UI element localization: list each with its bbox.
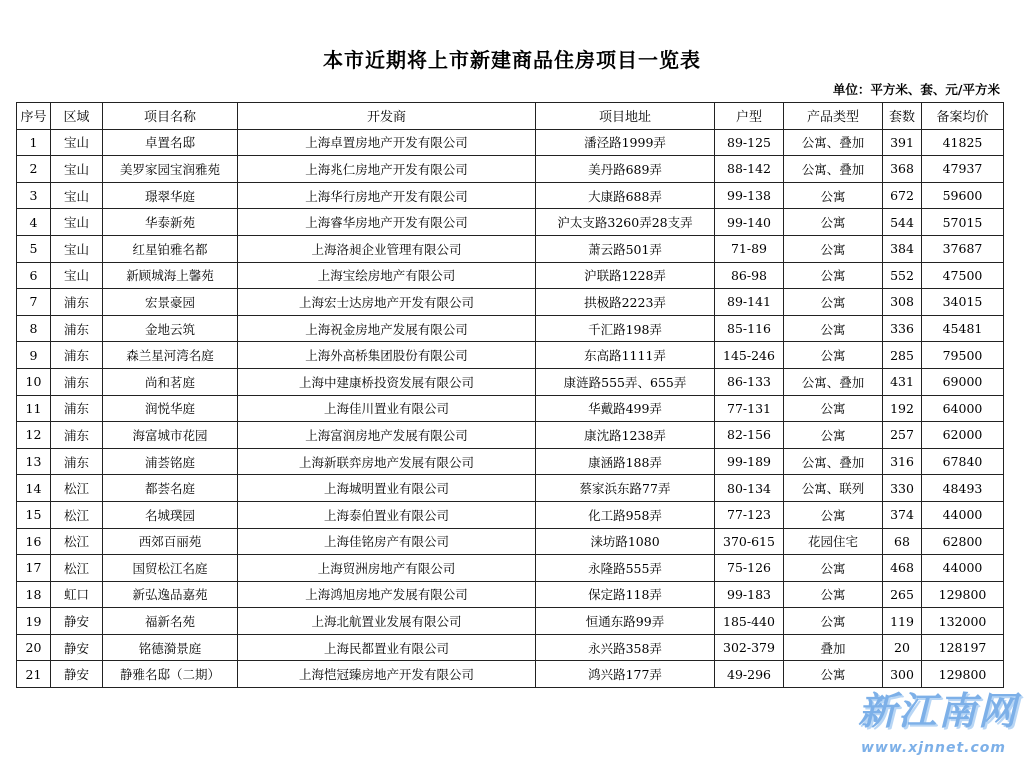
cell-index: 10 <box>17 368 51 395</box>
cell-project-name: 铭德漪景庭 <box>103 634 238 661</box>
cell-product-type: 公寓 <box>784 235 883 262</box>
table-header-row <box>17 103 1004 130</box>
cell-district: 浦东 <box>51 422 103 449</box>
cell-index: 18 <box>17 581 51 608</box>
cell-district: 浦东 <box>51 342 103 369</box>
cell-product-type: 公寓 <box>784 501 883 528</box>
cell-avg-price: 79500 <box>922 342 1004 369</box>
table-row <box>17 475 1004 502</box>
cell-index: 4 <box>17 209 51 236</box>
table-row <box>17 209 1004 236</box>
cell-avg-price: 57015 <box>922 209 1004 236</box>
cell-project-name: 华泰新苑 <box>103 209 238 236</box>
cell-unit-size: 99-138 <box>715 182 784 209</box>
cell-developer: 上海北航置业发展有限公司 <box>238 608 536 635</box>
cell-unit-count: 316 <box>883 448 922 475</box>
cell-index: 12 <box>17 422 51 449</box>
cell-index: 13 <box>17 448 51 475</box>
cell-developer: 上海宝绘房地产有限公司 <box>238 262 536 289</box>
table-row <box>17 156 1004 183</box>
cell-unit-count: 468 <box>883 555 922 582</box>
cell-avg-price: 48493 <box>922 475 1004 502</box>
cell-project-name: 都荟名庭 <box>103 475 238 502</box>
cell-avg-price: 128197 <box>922 634 1004 661</box>
cell-product-type: 公寓 <box>784 315 883 342</box>
cell-product-type: 公寓 <box>784 289 883 316</box>
cell-unit-size: 82-156 <box>715 422 784 449</box>
cell-district: 静安 <box>51 634 103 661</box>
cell-unit-count: 308 <box>883 289 922 316</box>
cell-index: 5 <box>17 235 51 262</box>
header-unit-size: 户型 <box>715 103 784 130</box>
cell-unit-size: 89-125 <box>715 129 784 156</box>
cell-product-type: 公寓、叠加 <box>784 156 883 183</box>
cell-product-type: 公寓 <box>784 209 883 236</box>
cell-avg-price: 37687 <box>922 235 1004 262</box>
cell-unit-size: 99-183 <box>715 581 784 608</box>
cell-district: 宝山 <box>51 262 103 289</box>
table-row <box>17 342 1004 369</box>
unit-note: 单位：平方米、套、元/平方米 <box>832 82 1000 97</box>
cell-unit-size: 99-189 <box>715 448 784 475</box>
watermark-url: www.xjnnet.com <box>861 740 1006 756</box>
cell-index: 20 <box>17 634 51 661</box>
cell-district: 静安 <box>51 661 103 688</box>
cell-avg-price: 67840 <box>922 448 1004 475</box>
cell-developer: 上海贸洲房地产有限公司 <box>238 555 536 582</box>
table-row <box>17 581 1004 608</box>
cell-avg-price: 59600 <box>922 182 1004 209</box>
table-row <box>17 528 1004 555</box>
cell-product-type: 公寓、叠加 <box>784 368 883 395</box>
cell-developer: 上海中建康桥投资发展有限公司 <box>238 368 536 395</box>
cell-unit-count: 285 <box>883 342 922 369</box>
cell-district: 宝山 <box>51 129 103 156</box>
cell-address: 蔡家浜东路77弄 <box>536 475 715 502</box>
cell-unit-size: 85-116 <box>715 315 784 342</box>
cell-address: 沪太支路3260弄28支弄 <box>536 209 715 236</box>
cell-unit-count: 391 <box>883 129 922 156</box>
cell-project-name: 璟翠华庭 <box>103 182 238 209</box>
cell-unit-size: 86-133 <box>715 368 784 395</box>
cell-index: 11 <box>17 395 51 422</box>
table-row <box>17 129 1004 156</box>
cell-developer: 上海兆仁房地产开发有限公司 <box>238 156 536 183</box>
table-row <box>17 448 1004 475</box>
cell-project-name: 国贸松江名庭 <box>103 555 238 582</box>
cell-project-name: 新顾城海上馨苑 <box>103 262 238 289</box>
cell-project-name: 润悦华庭 <box>103 395 238 422</box>
cell-project-name: 浦荟铭庭 <box>103 448 238 475</box>
cell-index: 9 <box>17 342 51 369</box>
cell-district: 宝山 <box>51 235 103 262</box>
cell-product-type: 公寓 <box>784 342 883 369</box>
cell-unit-size: 86-98 <box>715 262 784 289</box>
cell-address: 大康路688弄 <box>536 182 715 209</box>
cell-address: 康沈路1238弄 <box>536 422 715 449</box>
cell-unit-size: 99-140 <box>715 209 784 236</box>
cell-index: 1 <box>17 129 51 156</box>
table-body <box>17 129 1004 687</box>
cell-avg-price: 132000 <box>922 608 1004 635</box>
cell-address: 萧云路501弄 <box>536 235 715 262</box>
cell-address: 涞坊路1080 <box>536 528 715 555</box>
cell-avg-price: 62000 <box>922 422 1004 449</box>
cell-project-name: 宏景豪园 <box>103 289 238 316</box>
cell-avg-price: 41825 <box>922 129 1004 156</box>
cell-index: 19 <box>17 608 51 635</box>
cell-index: 15 <box>17 501 51 528</box>
cell-avg-price: 69000 <box>922 368 1004 395</box>
page-title: 本市近期将上市新建商品住房项目一览表 <box>323 48 701 72</box>
cell-project-name: 名城璞园 <box>103 501 238 528</box>
cell-product-type: 叠加 <box>784 634 883 661</box>
cell-district: 松江 <box>51 528 103 555</box>
cell-address: 康涟路555弄、655弄 <box>536 368 715 395</box>
watermark-logo-text: 新江南网 <box>857 689 1018 733</box>
cell-district: 浦东 <box>51 315 103 342</box>
cell-avg-price: 47937 <box>922 156 1004 183</box>
cell-avg-price: 34015 <box>922 289 1004 316</box>
cell-avg-price: 62800 <box>922 528 1004 555</box>
cell-unit-count: 265 <box>883 581 922 608</box>
cell-unit-count: 552 <box>883 262 922 289</box>
cell-developer: 上海佳川置业有限公司 <box>238 395 536 422</box>
table-row <box>17 289 1004 316</box>
table-row <box>17 501 1004 528</box>
header-project-name: 项目名称 <box>103 103 238 130</box>
cell-index: 7 <box>17 289 51 316</box>
cell-avg-price: 129800 <box>922 581 1004 608</box>
cell-unit-count: 336 <box>883 315 922 342</box>
cell-address: 鸿兴路177弄 <box>536 661 715 688</box>
cell-index: 16 <box>17 528 51 555</box>
cell-unit-count: 20 <box>883 634 922 661</box>
table-row <box>17 262 1004 289</box>
cell-address: 沪联路1228弄 <box>536 262 715 289</box>
cell-developer: 上海佳铭房产有限公司 <box>238 528 536 555</box>
cell-address: 康涵路188弄 <box>536 448 715 475</box>
cell-unit-count: 431 <box>883 368 922 395</box>
cell-district: 松江 <box>51 501 103 528</box>
cell-index: 21 <box>17 661 51 688</box>
cell-unit-count: 368 <box>883 156 922 183</box>
cell-address: 保定路118弄 <box>536 581 715 608</box>
cell-product-type: 公寓 <box>784 661 883 688</box>
cell-unit-size: 77-131 <box>715 395 784 422</box>
cell-index: 6 <box>17 262 51 289</box>
cell-index: 8 <box>17 315 51 342</box>
cell-unit-size: 88-142 <box>715 156 784 183</box>
housing-table <box>16 102 1004 688</box>
cell-avg-price: 129800 <box>922 661 1004 688</box>
cell-product-type: 公寓 <box>784 608 883 635</box>
header-index: 序号 <box>17 103 51 130</box>
header-product-type: 产品类型 <box>784 103 883 130</box>
table-row <box>17 608 1004 635</box>
cell-product-type: 公寓 <box>784 182 883 209</box>
cell-unit-count: 384 <box>883 235 922 262</box>
cell-project-name: 尚和茗庭 <box>103 368 238 395</box>
cell-unit-count: 119 <box>883 608 922 635</box>
cell-district: 宝山 <box>51 209 103 236</box>
cell-unit-count: 300 <box>883 661 922 688</box>
cell-address: 拱极路2223弄 <box>536 289 715 316</box>
cell-address: 东高路1111弄 <box>536 342 715 369</box>
cell-developer: 上海外高桥集团股份有限公司 <box>238 342 536 369</box>
cell-unit-count: 68 <box>883 528 922 555</box>
cell-district: 虹口 <box>51 581 103 608</box>
cell-avg-price: 45481 <box>922 315 1004 342</box>
cell-address: 千汇路198弄 <box>536 315 715 342</box>
cell-developer: 上海民都置业有限公司 <box>238 634 536 661</box>
cell-product-type: 公寓 <box>784 581 883 608</box>
cell-unit-count: 257 <box>883 422 922 449</box>
cell-address: 潘泾路1999弄 <box>536 129 715 156</box>
cell-product-type: 公寓 <box>784 422 883 449</box>
cell-product-type: 公寓、叠加 <box>784 129 883 156</box>
table-row <box>17 634 1004 661</box>
cell-developer: 上海华行房地产开发有限公司 <box>238 182 536 209</box>
header-avg-price: 备案均价 <box>922 103 1004 130</box>
cell-unit-size: 370-615 <box>715 528 784 555</box>
cell-developer: 上海鸿旭房地产发展有限公司 <box>238 581 536 608</box>
cell-avg-price: 47500 <box>922 262 1004 289</box>
cell-product-type: 公寓 <box>784 395 883 422</box>
cell-project-name: 静雅名邸（二期） <box>103 661 238 688</box>
cell-product-type: 花园住宅 <box>784 528 883 555</box>
cell-developer: 上海新联弈房地产发展有限公司 <box>238 448 536 475</box>
cell-developer: 上海恺冠臻房地产开发有限公司 <box>238 661 536 688</box>
cell-unit-size: 80-134 <box>715 475 784 502</box>
header-unit-count: 套数 <box>883 103 922 130</box>
cell-district: 浦东 <box>51 395 103 422</box>
cell-district: 宝山 <box>51 182 103 209</box>
cell-developer: 上海祝金房地产发展有限公司 <box>238 315 536 342</box>
cell-product-type: 公寓、联列 <box>784 475 883 502</box>
cell-project-name: 卓置名邸 <box>103 129 238 156</box>
cell-unit-size: 145-246 <box>715 342 784 369</box>
cell-project-name: 海富城市花园 <box>103 422 238 449</box>
cell-address: 美丹路689弄 <box>536 156 715 183</box>
cell-unit-size: 302-379 <box>715 634 784 661</box>
cell-address: 永兴路358弄 <box>536 634 715 661</box>
cell-avg-price: 64000 <box>922 395 1004 422</box>
cell-project-name: 福新名苑 <box>103 608 238 635</box>
cell-index: 17 <box>17 555 51 582</box>
cell-unit-size: 71-89 <box>715 235 784 262</box>
cell-index: 3 <box>17 182 51 209</box>
cell-unit-count: 374 <box>883 501 922 528</box>
table-row <box>17 555 1004 582</box>
cell-unit-size: 77-123 <box>715 501 784 528</box>
header-developer: 开发商 <box>238 103 536 130</box>
cell-avg-price: 44000 <box>922 555 1004 582</box>
header-district: 区域 <box>51 103 103 130</box>
cell-unit-count: 330 <box>883 475 922 502</box>
cell-developer: 上海宏士达房地产开发有限公司 <box>238 289 536 316</box>
cell-unit-size: 185-440 <box>715 608 784 635</box>
cell-developer: 上海洛昶企业管理有限公司 <box>238 235 536 262</box>
cell-project-name: 美罗家园宝润雅苑 <box>103 156 238 183</box>
cell-index: 14 <box>17 475 51 502</box>
cell-developer: 上海卓置房地产开发有限公司 <box>238 129 536 156</box>
cell-project-name: 金地云筑 <box>103 315 238 342</box>
cell-product-type: 公寓、叠加 <box>784 448 883 475</box>
cell-developer: 上海富润房地产发展有限公司 <box>238 422 536 449</box>
cell-unit-size: 49-296 <box>715 661 784 688</box>
cell-developer: 上海睿华房地产开发有限公司 <box>238 209 536 236</box>
table-row <box>17 368 1004 395</box>
cell-developer: 上海泰伯置业有限公司 <box>238 501 536 528</box>
table-row <box>17 182 1004 209</box>
table-row <box>17 235 1004 262</box>
cell-district: 宝山 <box>51 156 103 183</box>
table-row <box>17 315 1004 342</box>
table-row <box>17 395 1004 422</box>
cell-district: 浦东 <box>51 289 103 316</box>
cell-address: 永隆路555弄 <box>536 555 715 582</box>
cell-district: 松江 <box>51 555 103 582</box>
cell-index: 2 <box>17 156 51 183</box>
cell-developer: 上海城明置业有限公司 <box>238 475 536 502</box>
cell-district: 松江 <box>51 475 103 502</box>
cell-unit-size: 89-141 <box>715 289 784 316</box>
cell-product-type: 公寓 <box>784 262 883 289</box>
cell-unit-count: 672 <box>883 182 922 209</box>
cell-unit-count: 544 <box>883 209 922 236</box>
cell-project-name: 西郊百丽苑 <box>103 528 238 555</box>
cell-project-name: 森兰星河湾名庭 <box>103 342 238 369</box>
cell-district: 浦东 <box>51 448 103 475</box>
cell-avg-price: 44000 <box>922 501 1004 528</box>
cell-address: 恒通东路99弄 <box>536 608 715 635</box>
cell-unit-size: 75-126 <box>715 555 784 582</box>
header-address: 项目地址 <box>536 103 715 130</box>
cell-district: 浦东 <box>51 368 103 395</box>
cell-project-name: 新弘逸品嘉苑 <box>103 581 238 608</box>
cell-product-type: 公寓 <box>784 555 883 582</box>
cell-unit-count: 192 <box>883 395 922 422</box>
table-row <box>17 661 1004 688</box>
table-row <box>17 422 1004 449</box>
cell-district: 静安 <box>51 608 103 635</box>
cell-address: 化工路958弄 <box>536 501 715 528</box>
cell-address: 华戴路499弄 <box>536 395 715 422</box>
cell-project-name: 红星铂雅名都 <box>103 235 238 262</box>
